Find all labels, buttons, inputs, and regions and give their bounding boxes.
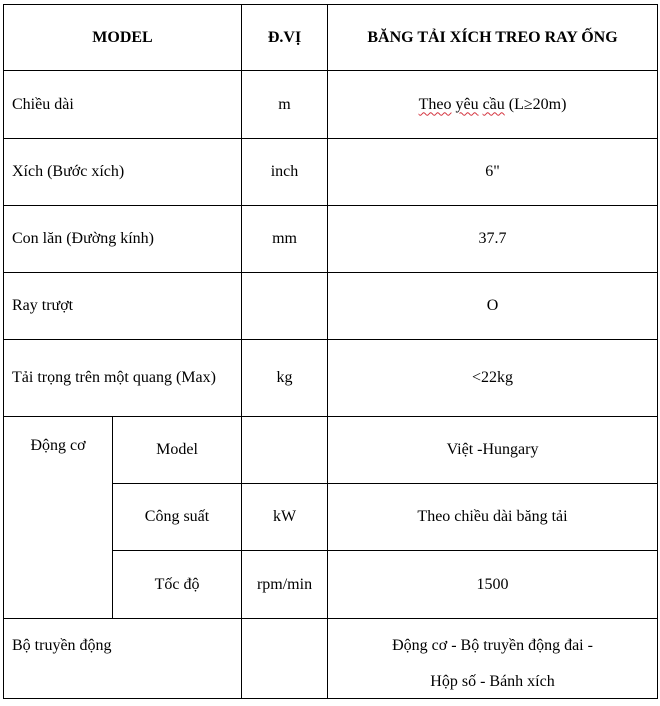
header-product: BĂNG TẢI XÍCH TREO RAY ỐNG	[328, 5, 658, 71]
motor-speed-value: 1500	[328, 551, 658, 619]
transmission-value-line1: Động cơ - Bộ truyền động đai -	[392, 637, 593, 654]
motor-speed-unit: rpm/min	[242, 551, 328, 619]
header-model: MODEL	[4, 5, 242, 71]
row-length	[4, 71, 658, 139]
spec-table	[3, 4, 658, 699]
chain-value: 6"	[328, 139, 658, 206]
row-chain	[4, 139, 658, 206]
chain-unit: inch	[242, 139, 328, 206]
transmission-value	[328, 619, 658, 699]
row-motor-model	[4, 417, 658, 484]
motor-power-unit: kW	[242, 484, 328, 551]
load-value: <22kg	[328, 340, 658, 417]
header-unit: Đ.VỊ	[242, 5, 328, 71]
row-roller	[4, 206, 658, 273]
row-load	[4, 340, 658, 417]
roller-value: 37.7	[328, 206, 658, 273]
length-value-word3: cầu	[482, 95, 505, 113]
length-value-word1: Theo	[418, 95, 452, 113]
row-rail	[4, 273, 658, 340]
motor-power-label: Công suất	[113, 484, 242, 551]
rail-label: Ray trượt	[4, 273, 242, 340]
transmission-unit	[242, 619, 328, 699]
motor-speed-label: Tốc độ	[113, 551, 242, 619]
motor-model-unit	[242, 417, 328, 484]
roller-unit: mm	[242, 206, 328, 273]
motor-power-value: Theo chiều dài băng tải	[328, 484, 658, 551]
length-value-rest: (L≥20m)	[504, 95, 567, 113]
rail-value: O	[328, 273, 658, 340]
length-label: Chiều dài	[4, 71, 242, 139]
chain-label: Xích (Bước xích)	[4, 139, 242, 206]
roller-label: Con lăn (Đường kính)	[4, 206, 242, 273]
length-value	[328, 71, 658, 139]
motor-model-label: Model	[113, 417, 242, 484]
load-label: Tải trọng trên một quang (Max)	[4, 340, 242, 417]
load-unit: kg	[242, 340, 328, 417]
motor-group-label: Động cơ	[4, 417, 113, 619]
transmission-value-line2: Hộp số - Bánh xích	[430, 673, 555, 690]
length-value-word2: yêu	[455, 95, 479, 113]
transmission-label: Bộ truyền động	[4, 619, 242, 699]
motor-model-value: Việt -Hungary	[328, 417, 658, 484]
rail-unit	[242, 273, 328, 340]
header-row	[4, 5, 658, 71]
length-unit: m	[242, 71, 328, 139]
row-transmission	[4, 619, 658, 699]
